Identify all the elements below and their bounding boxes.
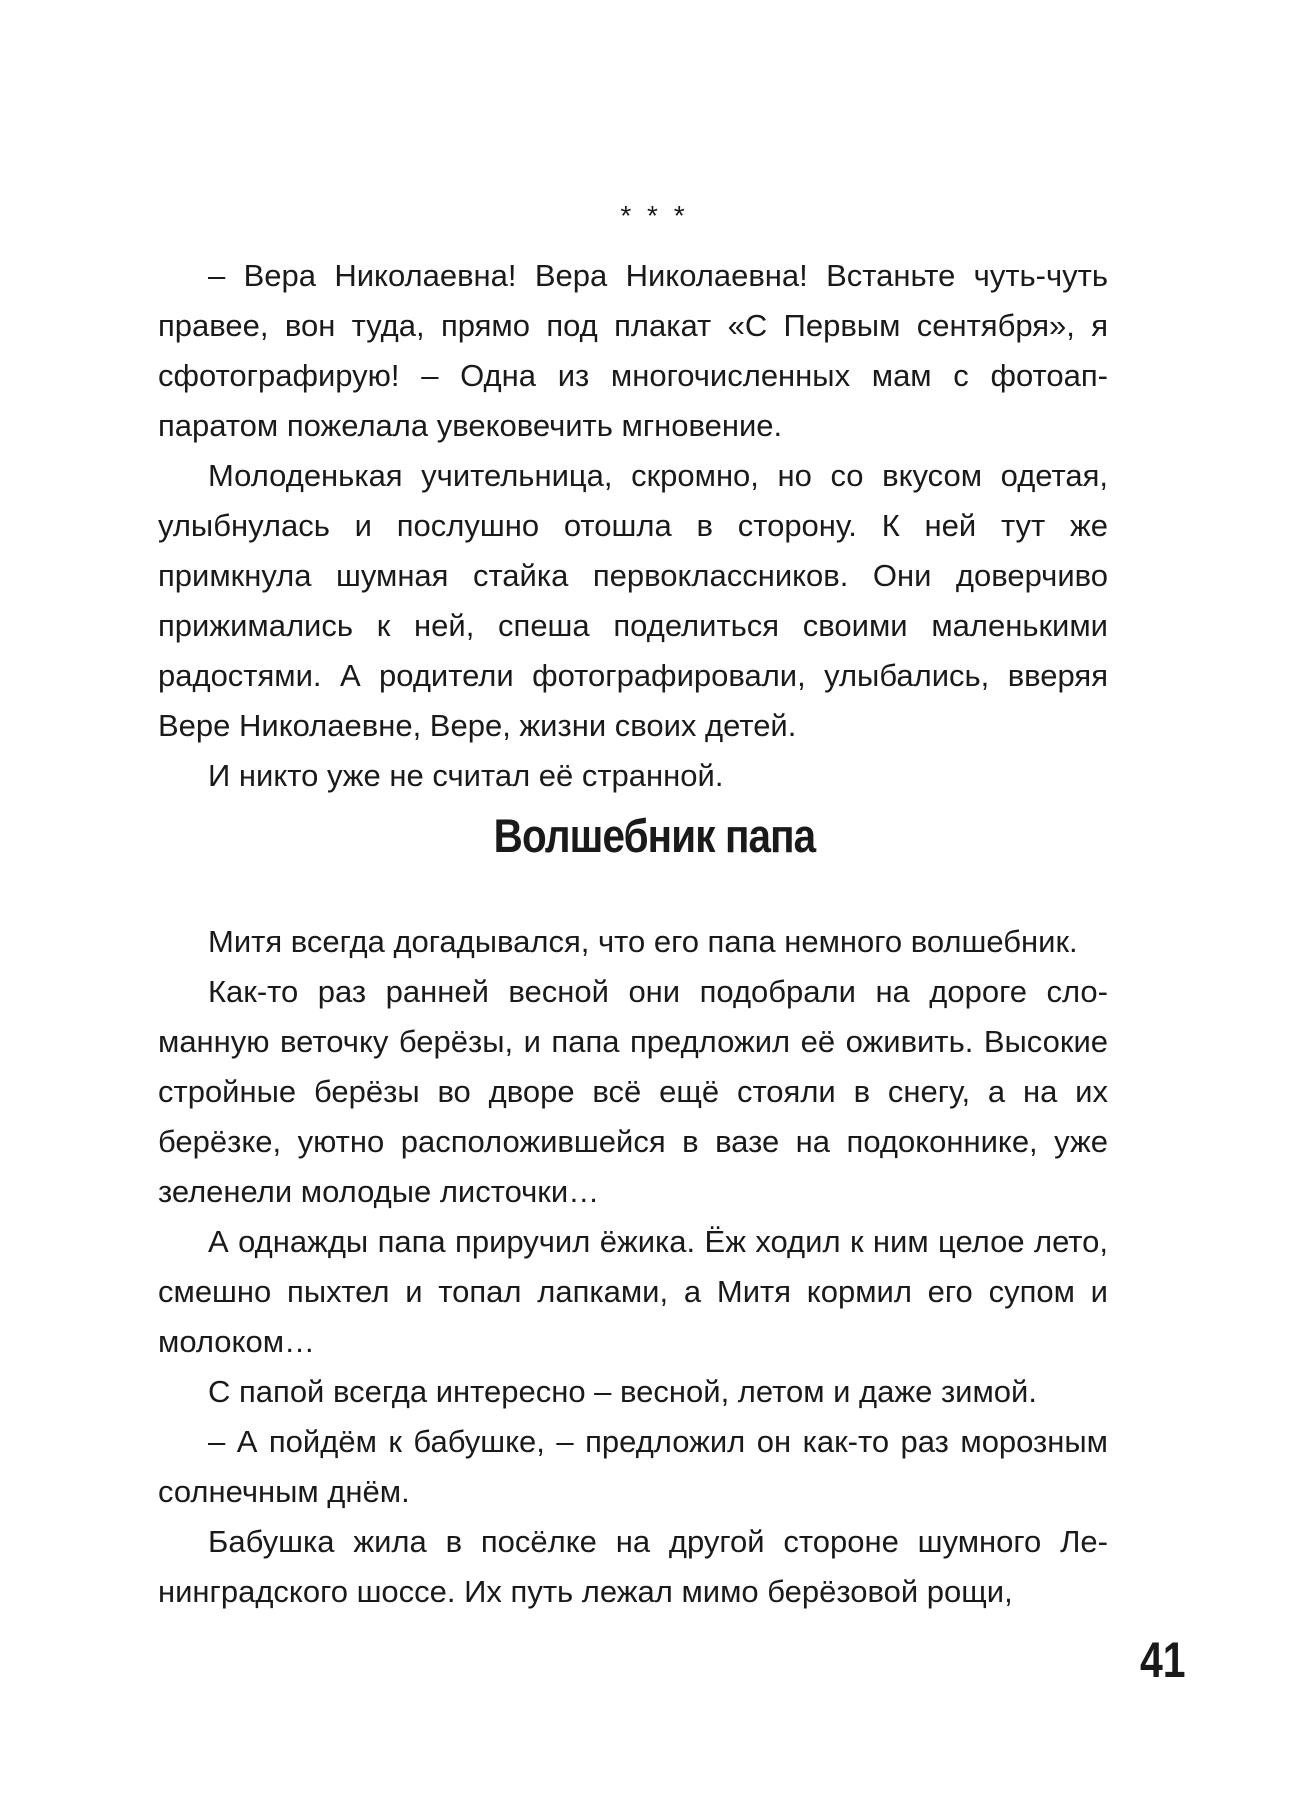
paragraph: Как-то раз ранней весной они подобрали на дороге сломанную веточку берёзы, и папа предложил её оживить. Высокие стройные берёзы во дворе всё ещё стояли в снегу, а на их берёзке, уютно расположившейся в вазе на подоконнике, уже зеленели молодые листочки…	[158, 974, 1108, 1209]
paragraph: С папой всегда интересно – весной, летом и даже зимой.	[208, 1374, 1037, 1409]
chapter-text	[158, 917, 1108, 1617]
paragraph: – Вера Николаевна! Вера Николаевна! Встаньте чуть-чуть правее, вон туда, прямо под плакат «С Первым сентября», я сфотографирую! – Одна из многочисленных мам с фотоаппаратом пожелала увековечить мгновение.	[158, 258, 1108, 443]
story-ending-text	[158, 251, 1108, 801]
paragraph: – А пойдём к бабушке, – предложил он как-то раз морозным солнечным днём.	[158, 1424, 1108, 1509]
page-number: 41	[1140, 1632, 1186, 1688]
chapter-title: Волшебник папа	[493, 809, 816, 862]
paragraph: А однажды папа приручил ёжика. Ёж ходил к ним целое лето, смешно пыхтел и топал лапками, а Митя кормил его супом и молоком…	[158, 1224, 1108, 1359]
paragraph: Молоденькая учительница, скромно, но со вкусом одетая, улыбнулась и послушно отошла в сторону. К ней тут же примкнула шумная стайка первоклассников. Они доверчиво прижимались к ней, спеша поделиться своими маленькими радостями. А родители фотографировали, улыбались, вверяя Вере Николаевне, Вере, жизни своих детей.	[158, 458, 1108, 743]
paragraph: Митя всегда догадывался, что его папа немного волшебник.	[208, 924, 1078, 959]
section-separator: * * *	[620, 200, 689, 231]
paragraph: И никто уже не считал её странной.	[208, 758, 724, 793]
paragraph: Бабушка жила в посёлке на другой стороне шумного Ленинградского шоссе. Их путь лежал мимо берёзовой рощи,	[158, 1524, 1108, 1609]
